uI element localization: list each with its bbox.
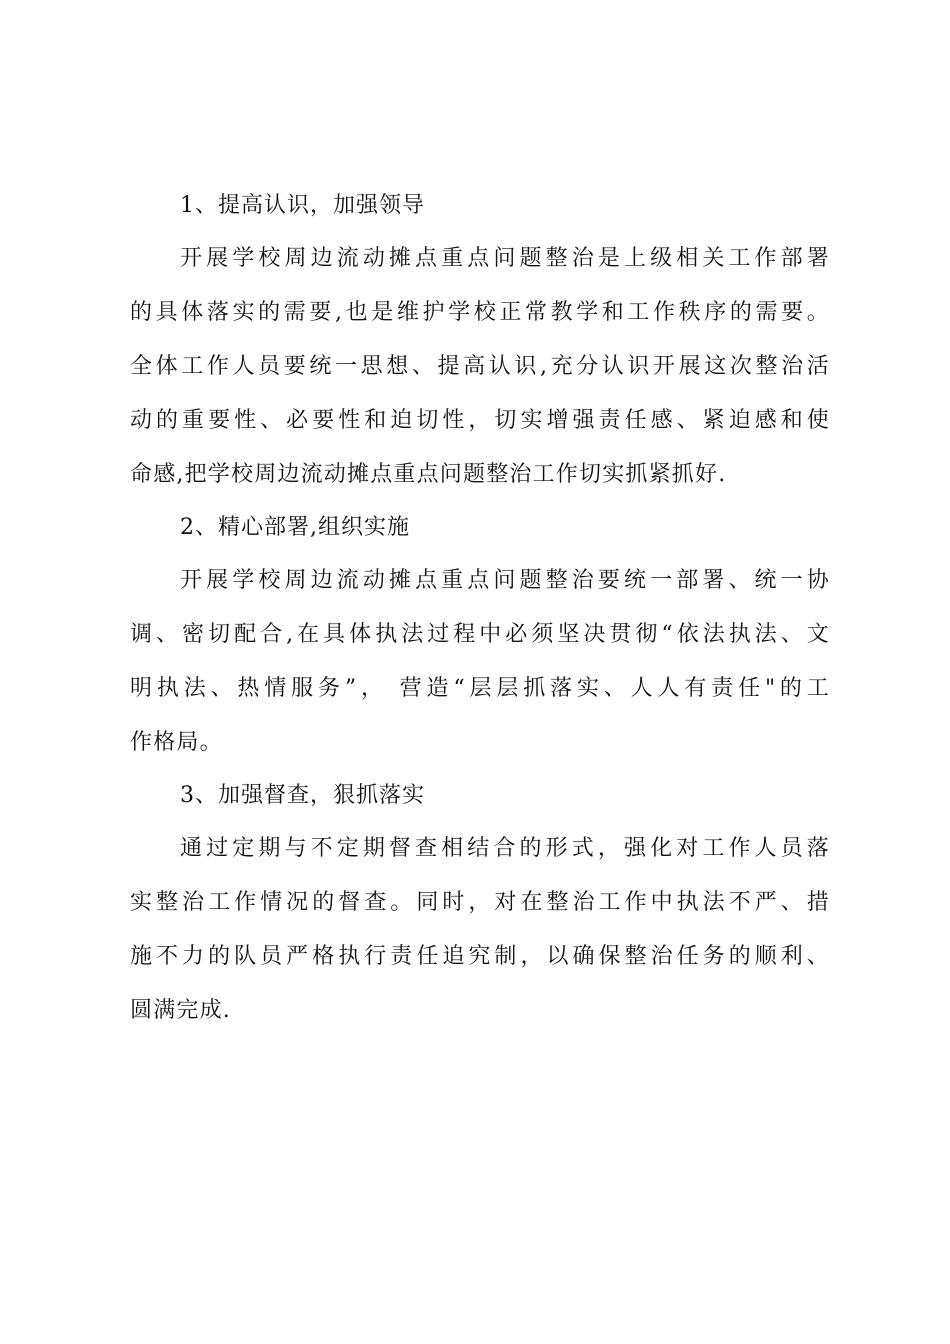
paragraph-line: 全体工作人员要统一思想、提高认识,充分认识开展这次整治活: [130, 354, 830, 379]
section-heading: 3、加强督查，狠抓落实: [180, 783, 425, 808]
paragraph-line: 圆满完成.: [130, 998, 231, 1023]
section-3: [130, 770, 830, 1038]
paragraph-line: 明执法、热情服务”， 营造“层层抓落实、人人有责任"的工: [130, 676, 830, 701]
paragraph-line: 调、密切配合,在具体执法过程中必须坚决贯彻“依法执法、文: [130, 622, 830, 647]
document-body: [130, 180, 830, 1038]
section-paragraph: [130, 232, 830, 502]
section-2: [130, 502, 830, 770]
section-paragraph: [130, 822, 830, 1038]
section-paragraph: [130, 554, 830, 770]
paragraph-line: 动的重要性、必要性和迫切性，切实增强责任感、紧迫感和使: [130, 408, 830, 433]
section-heading: 1、提高认识，加强领导: [180, 193, 425, 218]
paragraph-line: 实整治工作情况的督查。同时，对在整治工作中执法不严、措: [130, 890, 830, 915]
paragraph-line: 施不力的队员严格执行责任追究制，以确保整治任务的顺利、: [130, 944, 830, 969]
paragraph-line: 的具体落实的需要,也是维护学校正常教学和工作秩序的需要。: [130, 300, 830, 325]
section-1: [130, 180, 830, 502]
paragraph-line: 通过定期与不定期督查相结合的形式，强化对工作人员落: [180, 836, 830, 861]
paragraph-line: 作格局。: [130, 730, 223, 755]
paragraph-line: 命感,把学校周边流动摊点重点问题整治工作切实抓紧抓好.: [130, 462, 727, 487]
paragraph-line: 开展学校周边流动摊点重点问题整治要统一部署、统一协: [180, 568, 830, 593]
paragraph-line: 开展学校周边流动摊点重点问题整治是上级相关工作部署: [180, 246, 830, 271]
section-heading: 2、精心部署,组织实施: [180, 515, 410, 540]
